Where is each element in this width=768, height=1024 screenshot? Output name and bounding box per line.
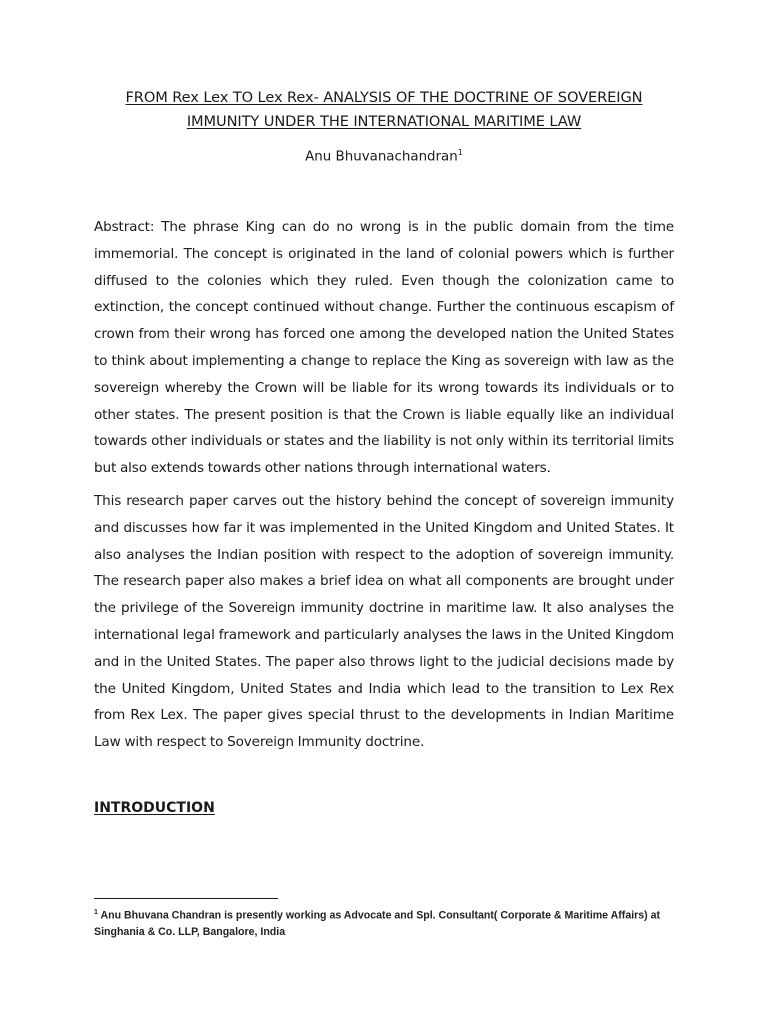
footnote-text: Anu Bhuvana Chandran is presently working as Advocate and Spl. Consultant( Corporate & Maritime Affairs) at Singhania & Co. LLP, Bangalore, India [94, 909, 661, 938]
section-heading-introduction: INTRODUCTION [94, 800, 215, 816]
author-footnote-marker: 1 [457, 148, 463, 157]
footnote-divider [94, 898, 278, 899]
paper-title: FROM Rex Lex TO Lex Rex- ANALYSIS OF THE DOCTRINE OF SOVEREIGN IMMUNITY UNDER THE INTERNATIONAL MARITIME LAW [125, 89, 643, 130]
summary-paragraph: This research paper carves out the history behind the concept of sovereign immunity and discusses how far it was implemented in the United Kingdom and United States. It also analyses the Indian position with respect to the adoption of sovereign immunity. The research paper also makes a brief idea on what all components are brought under the privilege of the Sovereign immunity doctrine in maritime law. It also analyses the international legal framework and particularly analyses the laws in the United Kingdom and in the United States. The paper also throws light to the judicial decisions made by the United Kingdom, United States and India which lead to the transition to Lex Rex from Rex Lex. The paper gives special thrust to the developments in Indian Maritime Law with respect to Sovereign Immunity doctrine. [94, 493, 674, 751]
author-line [94, 148, 674, 164]
footnote [94, 905, 674, 940]
footnote-marker: 1 [94, 909, 98, 916]
author-name: Anu Bhuvanachandran [305, 149, 458, 165]
abstract-paragraph: Abstract: The phrase King can do no wrong is in the public domain from the time immemorial. The concept is originated in the land of colonial powers which is further diffused to the colonies which they ruled. Even though the colonization came to extinction, the concept continued without change. Further the continuous escapism of crown from their wrong has forced one among the developed nation the United States to think about implementing a change to replace the King as sovereign with law as the sovereign whereby the Crown will be liable for its wrong towards its individuals or to other states. The present position is that the Crown is liable equally like an individual towards other individuals or states and the liability is not only within its territorial limits but also extends towards other nations through international waters. [94, 219, 674, 477]
